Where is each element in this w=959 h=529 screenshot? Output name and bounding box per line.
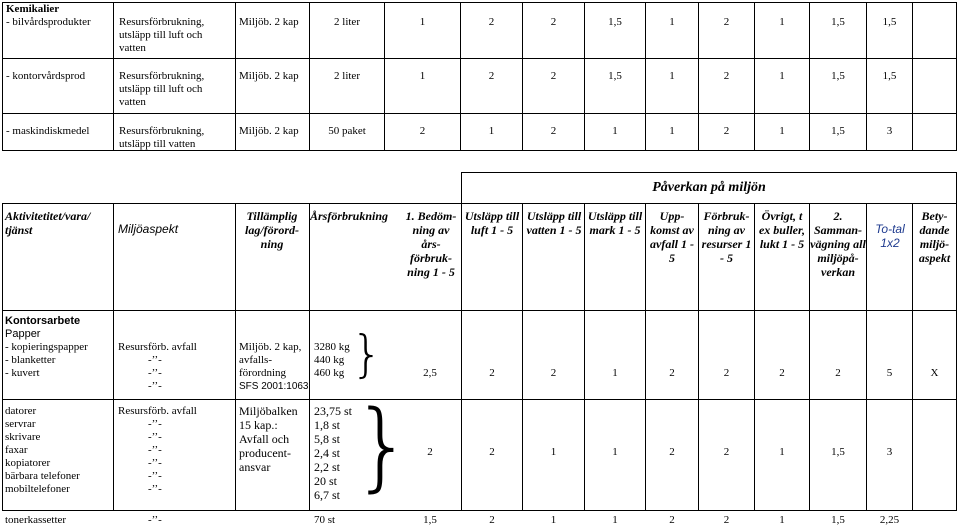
cell: 2: [489, 367, 495, 379]
header-activity: Aktivitetitet/vara/ tjänst: [5, 209, 91, 237]
rule: [461, 203, 462, 511]
row-aspect: Resursförbrukning, utsläpp till luft och vatten: [119, 70, 205, 108]
cell: 2: [723, 16, 730, 28]
cell: 2: [835, 367, 841, 379]
electronics-aspect: -’’-: [148, 444, 162, 456]
header-water: Utsläpp till vatten 1 - 5: [526, 209, 582, 237]
rule: [2, 2, 3, 151]
row-law: Miljöb. 2 kap: [239, 70, 299, 82]
cell: 1: [550, 514, 557, 526]
cell: 3: [886, 125, 893, 137]
rule: [113, 203, 114, 511]
cell: 2: [427, 446, 433, 458]
cell: 1: [779, 70, 785, 82]
cell: 2: [669, 514, 675, 526]
office-aspect: -’’-: [148, 367, 162, 379]
rule: [2, 203, 957, 204]
toner-aspect: -’’-: [148, 514, 162, 526]
cell: 1,5: [831, 125, 845, 137]
cell: 2: [779, 367, 785, 379]
electronics-aspect: Resursförb. avfall: [118, 405, 197, 417]
header-consumption: Årsförbrukning: [310, 209, 389, 223]
toner-amount: 70 st: [314, 514, 336, 526]
cell: 2: [489, 446, 495, 458]
cell: 1: [419, 16, 426, 28]
cell: 2: [723, 446, 730, 458]
cell: 1,5: [608, 16, 622, 28]
category-title: Kemikalier: [6, 3, 60, 15]
header-soil: Utsläpp till mark 1 - 5: [587, 209, 643, 237]
rule: [584, 203, 585, 511]
header-summary: 2. Samman-vägning all miljöpå-verkan: [810, 209, 866, 279]
header-resources: Förbruk-ning av resurser 1 - 5: [701, 209, 752, 265]
cell: 2: [723, 367, 730, 379]
cell: 1: [779, 125, 785, 137]
electronics-item: bärbara telefoner: [5, 470, 80, 482]
header-significant: Bety-dande miljö-aspekt: [918, 209, 951, 265]
office-item: Papper: [5, 328, 41, 340]
rule: [2, 399, 957, 400]
row-label: - bilvårdsprodukter: [6, 16, 91, 28]
rule: [2, 510, 957, 511]
cell: 3: [886, 446, 893, 458]
cell: 2: [488, 70, 495, 82]
cell: 1,5: [882, 16, 897, 28]
cell: 2: [489, 514, 495, 526]
cell: 5: [886, 367, 893, 379]
header-air: Utsläpp till luft 1 - 5: [464, 209, 520, 237]
electronics-item: skrivare: [5, 431, 41, 443]
impact-header: Påverkan på miljön: [652, 180, 766, 195]
cell: 2: [669, 367, 675, 379]
electronics-aspect: -’’-: [148, 470, 162, 482]
office-brace: }: [351, 325, 383, 383]
cell: 1: [550, 446, 557, 458]
electronics-amount: 2,4 st: [314, 446, 341, 460]
cell: 2: [550, 125, 557, 137]
header-aspect: Miljöaspekt: [118, 222, 179, 236]
electronics-amount: 2,2 st: [314, 460, 341, 474]
electronics-item: servrar: [5, 418, 36, 430]
electronics-amount: 6,7 st: [314, 488, 341, 502]
cell: 1,5: [831, 16, 845, 28]
header-waste: Upp-komst av avfall 1 - 5: [650, 209, 694, 265]
electronics-aspect: -’’-: [148, 483, 162, 495]
cell: 1: [612, 446, 618, 458]
cell: 2,5: [423, 367, 437, 379]
office-item: - kopieringspapper: [5, 341, 88, 353]
electronics-aspect: -’’-: [148, 457, 162, 469]
cell: 2: [669, 446, 675, 458]
electronics-item: faxar: [5, 444, 28, 456]
office-amount: 460 kg: [314, 367, 345, 379]
row-aspect: Resursförbrukning, utsläpp till vatten: [119, 125, 205, 150]
cell: 1,5: [608, 70, 622, 82]
office-law-sfs: SFS 2001:1063: [239, 381, 309, 392]
office-aspect: Resursförb. avfall: [118, 341, 197, 353]
cell: 2: [723, 70, 730, 82]
toner-label: tonerkassetter: [5, 514, 67, 526]
electronics-item: kopiatorer: [5, 457, 51, 469]
cell: 1: [669, 125, 675, 137]
cell: 2: [723, 514, 730, 526]
cell: 1: [488, 125, 495, 137]
cell: 1,5: [831, 446, 845, 458]
rule: [235, 2, 236, 151]
electronics-amount: 20 st: [314, 474, 338, 488]
electronics-amount: 1,8 st: [314, 418, 341, 432]
row-label: - maskindiskmedel: [6, 125, 90, 137]
cell: 1: [612, 125, 618, 137]
electronics-item: datorer: [5, 405, 37, 417]
row-amount: 2 liter: [334, 16, 360, 28]
electronics-aspect: -’’-: [148, 431, 162, 443]
office-aspect: -’’-: [148, 354, 162, 366]
rule: [2, 113, 957, 114]
cell: 1: [669, 16, 675, 28]
rule: [522, 203, 523, 511]
cell: 1,5: [831, 514, 845, 526]
office-amount: 440 kg: [314, 354, 345, 366]
row-amount: 50 paket: [328, 125, 366, 137]
header-total: To-tal 1x2: [875, 222, 905, 250]
cell: 1: [779, 16, 785, 28]
cell: 2: [550, 16, 557, 28]
row-aspect: Resursförbrukning, utsläpp till luft och vatten: [119, 16, 205, 54]
rule: [912, 2, 913, 151]
row-law: Miljöb. 2 kap: [239, 16, 299, 28]
rule: [956, 2, 957, 151]
cell: 2: [419, 125, 426, 137]
cell: 2: [488, 16, 495, 28]
electronics-law: Miljöbalken 15 kap.: Avfall och producent-ansvar: [239, 404, 298, 474]
row-amount: 2 liter: [334, 70, 360, 82]
cell: 1: [779, 446, 785, 458]
office-item: - blanketter: [5, 354, 56, 366]
header-other: Övrigt, t ex buller, lukt 1 - 5: [758, 209, 805, 251]
office-law: Miljöb. 2 kap, avfalls-förordning: [239, 341, 302, 379]
cell: 1: [612, 367, 618, 379]
electronics-amount: 5,8 st: [314, 432, 341, 446]
electronics-amount: 23,75 st: [314, 404, 353, 418]
rule: [2, 2, 957, 3]
rule: [956, 203, 957, 511]
cell: 1: [419, 70, 426, 82]
cell: 2: [723, 125, 730, 137]
cell: 1,5: [831, 70, 845, 82]
cell: 1,5: [882, 70, 897, 82]
header-assessment: 1. Bedöm-ning av års-förbruk-ning 1 - 5: [405, 209, 457, 279]
electronics-aspect: -’’-: [148, 418, 162, 430]
row-law: Miljöb. 2 kap: [239, 125, 299, 137]
rule: [2, 310, 957, 311]
cell: 2: [550, 70, 557, 82]
row-label: - kontorvårdsprod: [6, 70, 86, 82]
cell: 2,25: [879, 514, 900, 526]
cell: 2: [550, 367, 557, 379]
cell: X: [930, 367, 939, 379]
office-title: Kontorsarbete: [5, 315, 81, 327]
rule: [956, 172, 957, 204]
cell: 1: [612, 514, 618, 526]
rule: [866, 203, 867, 511]
office-item: - kuvert: [5, 367, 40, 379]
rule: [309, 203, 310, 511]
rule: [2, 203, 3, 511]
rule: [2, 58, 957, 59]
header-law: Tillämplig lag/förord-ning: [245, 209, 299, 251]
office-aspect: -’’-: [148, 380, 162, 392]
rule: [461, 172, 957, 173]
rule: [113, 2, 114, 151]
cell: 1,5: [423, 514, 437, 526]
electronics-item: mobiltelefoner: [5, 483, 70, 495]
office-amount: 3280 kg: [314, 341, 350, 353]
electronics-brace: }: [352, 390, 414, 502]
cell: 1: [779, 514, 785, 526]
cell: 1: [669, 70, 675, 82]
